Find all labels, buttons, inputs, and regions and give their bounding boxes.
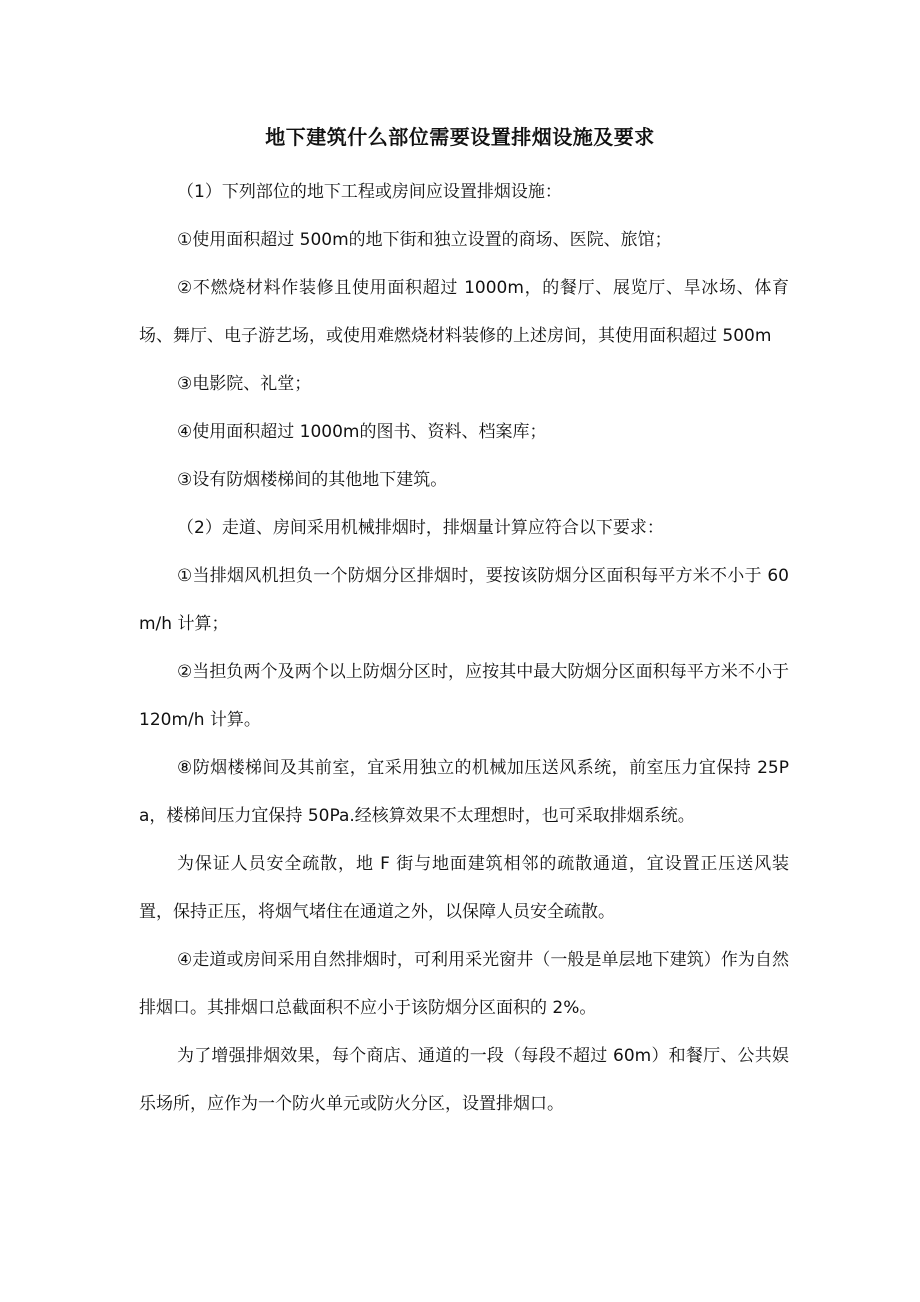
paragraph-5: ④使用面积超过 1000m的图书、资料、档案库；	[177, 422, 547, 442]
paragraph-7: （2）走道、房间采用机械排烟时，排烟量计算应符合以下要求：	[177, 518, 664, 538]
paragraph-1: （1）下列部位的地下工程或房间应设置排烟设施：	[177, 182, 562, 202]
document-title: 地下建筑什么部位需要设置排烟设施及要求	[265, 125, 655, 149]
paragraph-13: 为了增强排烟效果，每个商店、通道的一段（每段不超过 60m）和餐厅、公共娱乐场所，应作为一个防火单元或防火分区，设置排烟口。	[139, 1046, 789, 1114]
paragraph-11: 为保证人员安全疏散，地 F 街与地面建筑相邻的疏散通道，宜设置正压送风装置，保持正压，将烟气堵住在通道之外，以保障人员安全疏散。	[139, 854, 789, 922]
paragraph-9: ②当担负两个及两个以上防烟分区时，应按其中最大防烟分区面积每平方米不小于 120m/h 计算。	[139, 662, 789, 730]
paragraph-8: ①当排烟风机担负一个防烟分区排烟时，要按该防烟分区面积每平方米不小于 60m/h 计算；	[139, 566, 789, 634]
paragraph-4: ③电影院、礼堂；	[177, 374, 312, 394]
paragraph-6: ③设有防烟楼梯间的其他地下建筑。	[177, 470, 448, 490]
paragraph-12: ④走道或房间采用自然排烟时，可利用采光窗井（一般是单层地下建筑）作为自然排烟口。其排烟口总截面积不应小于该防烟分区面积的 2%。	[139, 950, 789, 1018]
document-body	[139, 168, 789, 1128]
paragraph-3: ②不燃烧材料作装修且使用面积超过 1000m，的餐厅、展览厅、旱冰场、体育场、舞厅、电子游艺场，或使用难燃烧材料装修的上述房间，其使用面积超过 500m	[139, 278, 789, 346]
paragraph-2: ①使用面积超过 500m的地下街和独立设置的商场、医院、旅馆；	[177, 230, 672, 250]
paragraph-10: ⑧防烟楼梯间及其前室，宜采用独立的机械加压送风系统，前室压力宜保持 25Pa，楼梯间压力宜保持 50Pa.经核算效果不太理想时，也可采取排烟系统。	[139, 758, 789, 826]
